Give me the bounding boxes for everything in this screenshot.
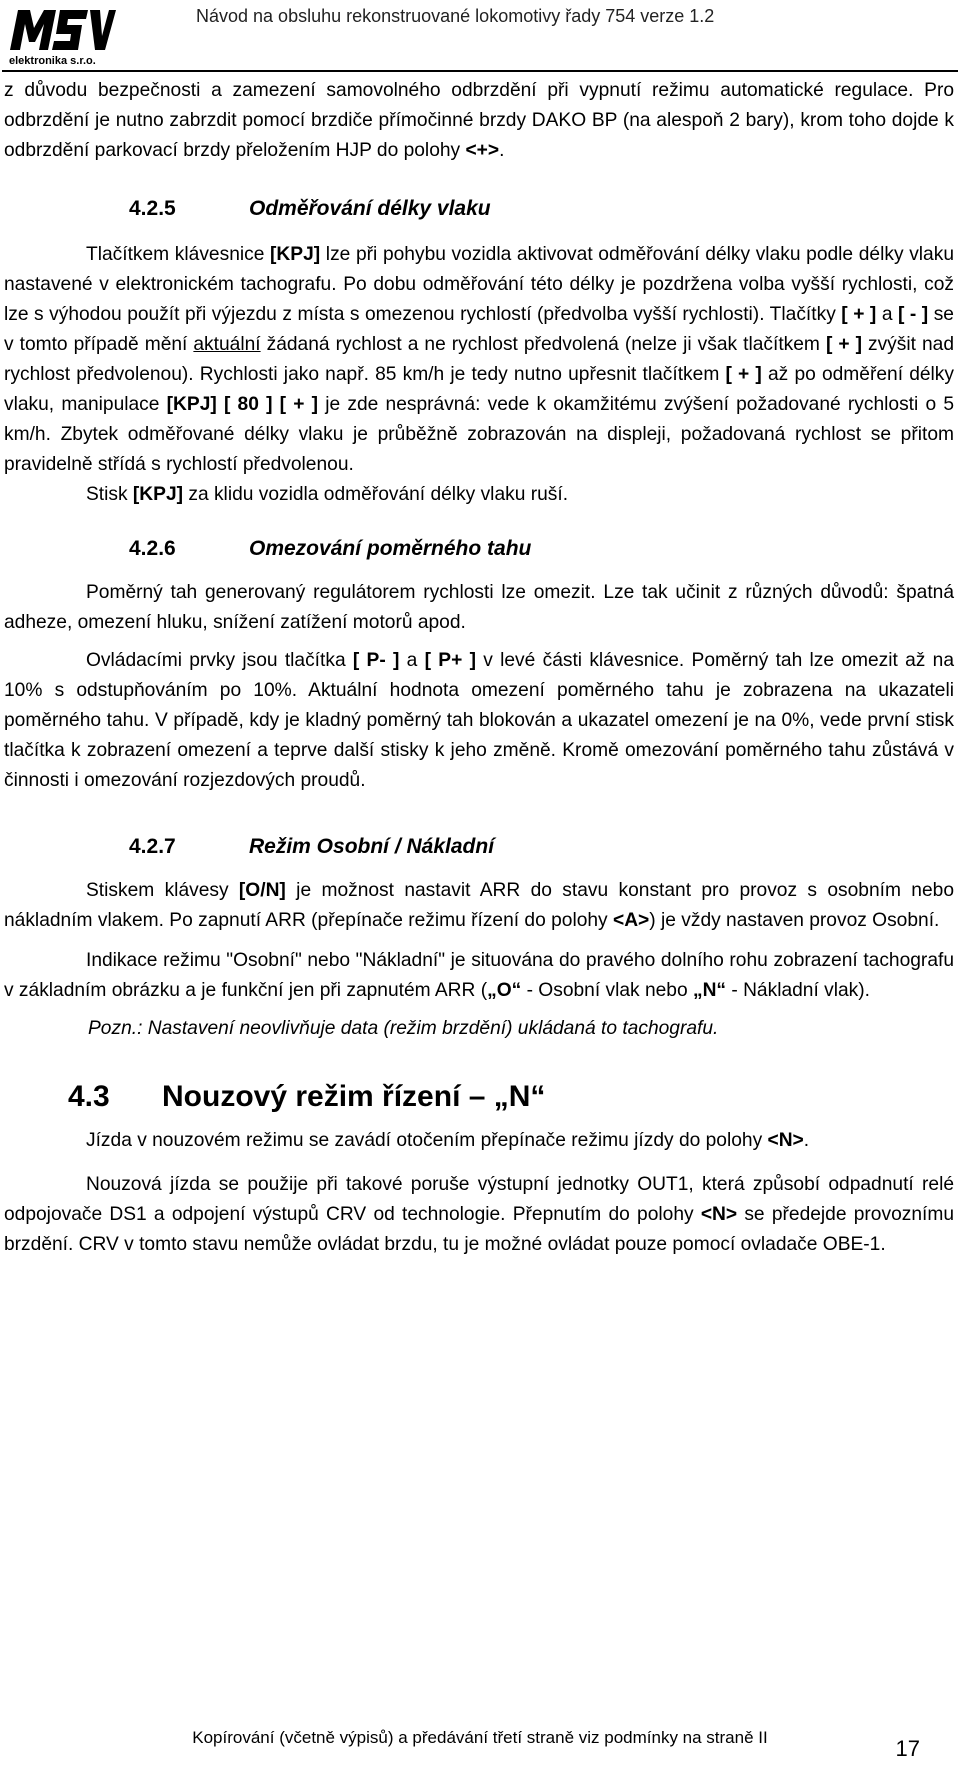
section-title: Omezování poměrného tahu: [249, 537, 532, 560]
paragraph-traction-controls: Ovládacími prvky jsou tlačítka [ P- ] a [ P+ ] v levé části klávesnice. Poměrný tah lze omezit až na 10% s odstupňováním po 10%. Aktuální hodnota omezení poměrného tahu je zobrazena na ukazateli poměrného tahu. V případě, kdy je kladný poměrný tah blokován a ukazatel omezení je na 0%, vede první stisk tlačítka k zobrazení omezení a teprve další stisky k jeho změně. Kromě omezování poměrného tahu zůstává v činnosti i omezování rozjezdových proudů.: [4, 650, 954, 791]
section-number: 4.3: [68, 1080, 110, 1113]
paragraph-emergency-detail: Nouzová jízda se použije při takové poruše výstupní jednotky OUT1, která způsobí odpadnutí relé odpojovače DS1 a odpojení výstupů CRV od technologie. Přepnutím do polohy <N> se předejde provoznímu brzdění. CRV v tomto stavu nemůže ovládat brzdu, tu je možné ovládat pouze pomocí ovladače OBE-1.: [4, 1174, 954, 1255]
heading-4-2-5: [4, 194, 954, 224]
company-logo: [8, 6, 116, 68]
section-title: Režim Osobní / Nákladní: [249, 835, 495, 858]
paragraph-emergency-intro: Jízda v nouzovém režimu se zavádí otočením přepínače režimu jízdy do polohy <N>.: [86, 1130, 810, 1151]
heading-4-2-7: [4, 832, 954, 862]
note-tachograph: Pozn.: Nastavení neovlivňuje data (režim brzdění) ukládaná to tachografu.: [88, 1018, 719, 1039]
section-title: Nouzový režim řízení – „N“: [162, 1080, 546, 1113]
heading-4-2-6: [4, 534, 954, 564]
section-number: 4.2.6: [129, 537, 176, 560]
section-number: 4.2.5: [129, 197, 176, 220]
heading-4-3: [4, 1082, 954, 1112]
document-title: Návod na obsluhu rekonstruované lokomotivy řady 754 verze 1.2: [196, 6, 715, 26]
page-footer: Kopírování (včetně výpisů) a předávání třetí straně viz podmínky na straně II: [192, 1728, 768, 1747]
svg-text:elektronika s.r.o.: elektronika s.r.o.: [9, 55, 96, 67]
section-number: 4.2.7: [129, 835, 176, 858]
paragraph-intro: z důvodu bezpečnosti a zamezení samovolného odbrzdění při vypnutí režimu automatické regulace. Pro odbrzdění je nutno zabrzdit pomocí brzdiče přímočinné brzdy DAKO BP (na alespoň 2 bary), krom toho dojde k odbrzdění parkovací brzdy přeložením HJP do polohy <+>.: [4, 80, 954, 161]
page-number: 17: [895, 1736, 920, 1761]
paragraph-train-length: Tlačítkem klávesnice [KPJ] lze při pohybu vozidla aktivovat odměřování délky vlaku podle délky vlaku nastavené v elektronickém tachografu. Po dobu odměřování této délky je pozdržena volba vyšší rychlosti, což lze s výhodou použít při výjezdu z místa s omezenou rychlostí (předvolba vyšší rychlosti). Tlačítky [ + ] a [ - ] se v tomto případě mění aktuální žádaná rychlost a ne rychlost předvolená (nelze ji však tlačítkem [ + ] zvýšit nad rychlost předvolenou). Rychlosti jako např. 85 km/h je tedy nutno upřesnit tlačítkem [ + ] až po odměření délky vlaku, manipulace [KPJ] [ 80 ] [ + ] je zde nesprávná: vede k okamžitému zvýšení požadované rychlosti o 5 km/h. Zbytek odměřované délky vlaku je průběžně zobrazován na displeji, požadovaná rychlost se přitom pravidelně střídá s rychlostí předvolenou.: [4, 244, 954, 475]
paragraph-mode-select: Stiskem klávesy [O/N] je možnost nastavit ARR do stavu konstant pro provoz s osobním nebo nákladním vlakem. Po zapnutí ARR (přepínače režimu řízení do polohy <A>) je vždy nastaven provoz Osobní.: [4, 880, 954, 931]
paragraph-kpj-cancel: Stisk [KPJ] za klidu vozidla odměřování délky vlaku ruší.: [86, 484, 569, 505]
page-header: [0, 0, 960, 72]
page-content: [4, 76, 954, 1260]
header-divider: [2, 70, 958, 72]
section-title: Odměřování délky vlaku: [249, 197, 491, 220]
paragraph-mode-indication: Indikace režimu "Osobní" nebo "Nákladní" je situována do pravého dolního rohu zobrazení tachografu v základním obrázku a je funkční jen při zapnutém ARR („O“ - Osobní vlak nebo „N“ - Nákladní vlak).: [4, 950, 954, 1001]
company-logo-graphic: [8, 6, 116, 68]
paragraph-traction-limit: Poměrný tah generovaný regulátorem rychlosti lze omezit. Lze tak učinit z různých důvodů: špatná adheze, omezení hluku, snížení zatížení motorů apod.: [4, 582, 954, 633]
